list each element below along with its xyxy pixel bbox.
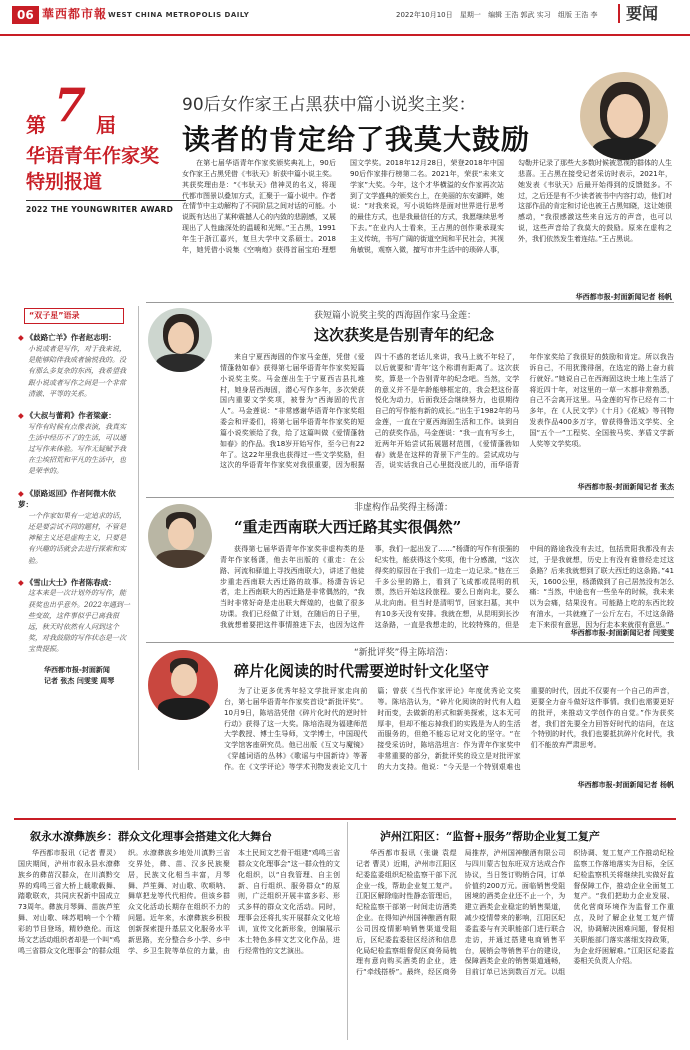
- article-divider: [146, 642, 674, 643]
- banner-di: 第: [26, 113, 46, 137]
- lead-headline: 读者的肯定给了我莫大鼓励: [182, 123, 531, 156]
- bottom-divider: [14, 818, 676, 820]
- section-name: 要闻: [618, 4, 658, 23]
- issue-layout: 组版 王浩 李: [558, 11, 598, 19]
- quote-title: ◆ 《大叔与蕾莉》作者梁豪：: [18, 410, 130, 422]
- bottom-right-headline: 泸州江阳区：“监督+服务”帮助企业复工复产: [380, 830, 600, 843]
- quotes-sidebar: [18, 308, 130, 687]
- yang-kicker: 非虚构作品奖得主杨潇：: [354, 503, 454, 513]
- lead-body: 在第七届华语青年作家奖颁奖典礼上，90后女作家王占黑凭借《韦驮天》斩获中篇小说主奖。其获奖理由是：“《韦驮天》借神灵的名义，将现代都市图景以叠加方式，汇聚于一篇小说中。作者在情节中主动解构了不同阶层之间对话的可能。小说既有达出了某种震撼人心的内敛的悲剧感，又展现出了人性幽深处的温暖和光辉。”王占黑，1991年生于浙江嘉兴，复旦大学中文系硕士。2018年，她凭借小说集《空响炮》获得首届宝珀·理想国文学奖。2018年12月28日，荣登2018年中国90后作家排行榜第二名。2021年，荣获“未来文学家”大奖。今年，这个才华横溢的女作家再次站到了文学盛典的颁奖台上，在美丽的东安湖畔，她说：“对我来说，写小说始终是面对世界进行思考的最佳方式，也是我最信任的方式，我愿继续思考下去。”在业内人士看来，王占黑的创作秉承现实主义传统，书写广阔的街道空间和平民社会，其视角敏锐，观察入微，擅写市井生活中的琐碎人事，勾勒并记录了那些大多数时候被忽视的群体的人生悲喜。王占黑在接受记者采访时表示，2021年，她发表《韦驮天》后最开始得到的反馈挺多。不过，之后还是有不少读者被书中内容打动，他们对这部作品的肯定和讨论也被王占黑知晓，这让她很感动，“我很感激这些来自远方的声音，也可以说，这些声音给了我莫大的鼓励。原来在虚构之外，我们依然发生着连结。”王占黑说。: [182, 159, 672, 254]
- ma-byline: 华西都市报-封面新闻记者 张杰: [577, 483, 674, 491]
- yang-headline: “重走西南联大西迁路其实很偶然”: [234, 518, 462, 536]
- quote-title: ◆ 《雪山大士》作者陈春成：: [18, 577, 130, 589]
- quote-title: ◆ 《原路返回》作者阿微木依萝：: [18, 488, 130, 511]
- issue-date: 2022年10月10日: [396, 11, 453, 19]
- quote-text: 这本来是一次计划外的写作，能获奖也出乎意外。2022年遇到一些变故，这件事似乎已离我很远，秋天时依然有人问到这个奖，对我鼓励的写作状态是一次宝贵提振。: [28, 589, 130, 654]
- author-photo-yang: [148, 504, 212, 568]
- sidebar-byline-2: 记者 张杰 闫雯雯 周琴: [44, 677, 115, 686]
- quote-item: [18, 577, 130, 656]
- issue-editor: 编辑 王浩 郭武 实习: [488, 11, 551, 19]
- banner-special-report: 特别报道: [26, 171, 103, 193]
- article-divider: [146, 497, 674, 498]
- column-divider: [138, 306, 139, 770]
- quote-text: 写作有时候有点像表演，我真实生活中经历不了的生活，可以通过写作来体验。写作无疑赋予我在尘埃招荒和平凡的生活中，也是荣幸的。: [28, 422, 126, 476]
- newspaper-logo-en: WEST CHINA METROPOLIS DAILY: [108, 11, 250, 19]
- chen-body: 为了让更多优秀年轻文学批评家走向前台，第七届华语青年作家奖首设“新批评奖”。10月9日，陈培浩凭借《碎片化时代的逆时针行动》获得了这一大奖。陈培浩现为福建师范大学教授、博士生导师，文学博士，中国现代文学馆客座研究员。他已出版《互文与魔镜》《穿越词语的丛林》《歌谣与中国新诗》等著作。在《文学评论》等学术刊物发表论文几十篇；曾获《当代作家评论》年度优秀论文奖等。陈培浩认为，“碎片化阅读的时代有人趋时而变，去做新的形式和新美探索，这本无可厚非，但却不能忘掉我们的实践是为人的生活而服务的，但绝不能忘记对文化的坚守。“在接受采访时，陈培浩坦言：作为青年作家奖中非常重要的部分，新批评奖的设立是对批评家的大力支持。他说：“今天是一个特别艰难也重要的时代，因此不仅要有一个自己的声音，更要全力奋斗做好这件事情。我们也需要更好的批评，来推动文学创作的自觉。”作为获奖者，我们首先要全力回答好时代的诘问，在这个特别的时代，我们也要抵抗碎片化时代，我们不能放弃严肃思考。: [224, 687, 674, 771]
- banner-award-name: 华语青年作家奖: [26, 145, 160, 167]
- yang-body: 获得第七届华语青年作家奖非虚构类的是青年作家杨潇，他去年出版的《重走：在公路、河流和驿道上寻找西南联大》，讲述了他徒步重走西南联大西迁路的故事。杨潇告诉记者，走上西南联大的西迁路是非常偶然的，“我当时非常好奇是走出联大辉煌的，也做了很多功课。我们已经做了计划，在随后的日子里，我就想着要把这件事情推进下去，也因为这件事，我们一起出发了……”杨潇的写作有很强的纪实性，能获得这个奖项，他十分感激，“这次得奖的原因在于我们一边走一边记录。”他在三千多公里的路上，看到了飞成都或昆明的机票，然后开始这段旅程。要么日南向北，要么从北向南。但当时是清明节，回家扫墓，其中有10多天没有安排。我就在想，从昆明到长沙这条路，一直是我想走的，比较特殊的，但是中间的路途我没有去过，包括贵阳我都没有去过，于是我就想，历史上有没有谁曾经走过这条路？后来我就想到了联大西迁的这条路。”41天，1600公里，杨潇做到了自己居然没有怎么痛：“当然，中途也有一些坐车的时候，我未来以为会痛，结果没有。可能路上吃的东西比较有油水，一共就瘦了一公斤左右，不过这条路走下来很有意思，因为行走本来就很有意思。”: [220, 545, 674, 629]
- yang-byline: 华西都市报-封面新闻记者 闫雯雯: [570, 629, 674, 637]
- bottom-right-body: 华西都市报讯（张谦 袁煜 记者 曹灵）近期，泸州市江阳区纪委监委组织纪检监察干部下沉企业一线，帮助企业复工复产。江阳区解除临时性静态管理后，纪检监察干部第一时间走访酒类企业。在得知泸州国神酿酒有限公司因疫情影响销售渠道受阻后，区纪委监委驻区经济和信息化局纪检监察组督促区商务局梳理有意向购买酒类的企业，进行“牵线搭桥”。最终，经区商务局推荐，泸州国神酿酒有限公司与四川蒙古包东旺双方达成合作协议，当日签订购销合同，订单价值约200万元。面临销售受阻困境的酒类企业还不止一个，为建立酒类企业稳定的销售渠道，减少疫情带来的影响，江阳区纪委监委与有关职能部门进行联合走访，并通过搭建电商销售平台，展销会等销售平台的建设，保障酒类企业的销售渠道通畅，目前订单已达到数百万元。以组织协调、复工复产工作推动纪检监察工作落地落实为目标，全区纪检监察机关将继续扎实做好监督保障工作，推动企业全面复工复产。“我们把助力企业发展、优化营商环境作为监督工作重点，及时了解企业复工复产情况，协调解决困难问题，督促相关职能部门落实落细支持政策，为企业纾困解难。”江阳区纪委监委相关负责人介绍。: [356, 849, 674, 977]
- author-photo-ma: [148, 308, 212, 372]
- quote-text: 小说或者是写作，对于我来说，是能够陪伴我成者愉悦我的。没有那么多复杂的东西，我希望我跟小说或者写作之间是一个非常清澈、平等的关系。: [28, 345, 126, 398]
- quote-text: 一个作家如果有一定追求的话，还是要尝试不同的题材，不管是神秘主义还是虚构主义，只要是有兴趣的话就会去进行探索和实验。: [28, 511, 126, 565]
- sidebar-byline-1: 华西都市报-封面新闻: [44, 666, 110, 675]
- page-number: 06: [12, 6, 39, 24]
- author-photo-wang: [580, 72, 668, 160]
- ma-headline: 这次获奖是告别青年的纪念: [314, 326, 495, 344]
- banner-number: 7: [54, 78, 87, 132]
- ma-body: 来自宁夏西海固的作家马金莲，凭借《爱情蓬勃如春》获得第七届华语青年作家奖短篇小说奖主奖。马金莲出生于宁夏西吉县扎堆村，她身居西海固，潜心写作多年，多次荣获国内重要文学奖项，被誉为“西海固的代言人”。马金莲说：“非常感谢华语青年作家奖组委会和评委们，将第七届华语青年作家奖的短篇小说奖颁给了我，给了这篇叫做《爱情蓬勃如春》的作品。我18岁开始写作，至今已有22年了。这22年里我也获得过一些文学奖励，但这次的华语青年作家奖对我很重要，因为根据四十不惑的老话儿来讲，我马上就不年轻了，以后就要和‘青年’这个称谓有距离了。这次获奖，算是一个告别青年的纪念吧。当然，文学的意义并不是年龄能够框定的，我会把这份喜悦化为动力，后面我还会继续努力，也很期待自己的写作能有新的成长。”出生于1982年的马金莲，一直在宁夏西海固生活和工作。谈到自己的获奖作品，马金莲说：“我一直有写乡土，近两年开始尝试拓展题材范围，《爱情蓬勃如春》就是在这样的背景下产生的。尝试成功与否，说实话我自己心里挺没底儿的，而华语青年作家奖给了我很好的鼓励和肯定。所以我告诉自己，不用犹豫徘徊，在选定的路上奋力前行就好。”她说自己在西海固这块土地上生活了将近四十年，对这里的一草一木都非常熟悉，自己不会离开这里。马金莲的写作已经有二十多年，在《人民文学》《十月》《花城》等刊物发表作品400多万字，曾获得鲁迅文学奖、全国“五个一”工程奖、全国骏马奖、茅盾文学新人奖等文学奖项。: [220, 353, 674, 470]
- chen-kicker: “新批评奖”得主陈培浩：: [354, 648, 454, 658]
- issue-weekday: 星期一: [459, 11, 481, 19]
- banner-jie: 届: [96, 113, 116, 137]
- newspaper-logo: 華西都市報: [42, 7, 108, 21]
- page-header: [0, 0, 690, 36]
- issue-meta: [396, 10, 602, 21]
- ma-kicker: 获短篇小说奖主奖的西海固作家马金莲：: [314, 311, 477, 321]
- article-divider: [146, 302, 674, 303]
- bottom-column-divider: [347, 822, 348, 1040]
- quotes-title: “双子星”语录: [24, 308, 124, 324]
- quote-title: ◆ 《歧路亡羊》作者赵志明：: [18, 332, 130, 344]
- bottom-left-body: 华西都市报讯（记者 曹灵）国庆期间，泸州市叙永县水潦彝族乡的彝苗汉群众，在川滇黔交界的鸡鸣三省大桥上载歌载舞、踏歌联欢，共同庆祝新中国成立73周年。彝族月琴舞、苗族芦笙舞、对山歌、咪苏唱响一个个精彩的节目登场，精妙绝伦。而这场文艺活动组织者却是一个叫“鸡鸣三省群众文化理事会”的群众组织。水潦彝族乡地处川滇黔三省交界处，彝、苗、汉多民族聚居，民族文化相当丰富，月琴舞、芦笙舞、对山歌、吹唢呐、舞草把龙等代代相传。但该乡群众文化活动长期存在组织不力的问题。近年来，水潦彝族乡积极创新探索提升基层文化服务水平新思路，充分整合乡小学、乡中学、乡卫生院等单位的力量，由本土民间文艺骨干组建“鸡鸣三省群众文化理事会”这一群众性的文化组织，以“自我管理、自主创新、自行组织、服务群众”的原则，广泛组织开展丰富多彩、形式多样的群众文化活动。同时，理事会还将扎实开展群众文化培训，宣传文化新形象，创编展示本土特色多样文艺文化作品，进行经常性的文艺演出。: [18, 849, 340, 955]
- chen-byline: 华西都市报-封面新闻记者 杨帆: [577, 781, 674, 789]
- banner-english: 2022 THE YOUNGWRITER AWARD: [26, 200, 186, 216]
- quote-item: [18, 332, 130, 400]
- bottom-left-headline: 叙永水潦彝族乡：群众文化理事会搭建文化大舞台: [30, 830, 272, 843]
- quote-item: [18, 410, 130, 478]
- lead-byline: 华西都市报-封面新闻记者 杨帆: [575, 293, 672, 301]
- lead-kicker: 90后女作家王占黑获中篇小说奖主奖：: [182, 95, 476, 115]
- chen-headline: 碎片化阅读的时代需要逆时针文化坚守: [234, 662, 490, 680]
- author-photo-chen: [148, 650, 218, 720]
- quote-item: [18, 488, 130, 567]
